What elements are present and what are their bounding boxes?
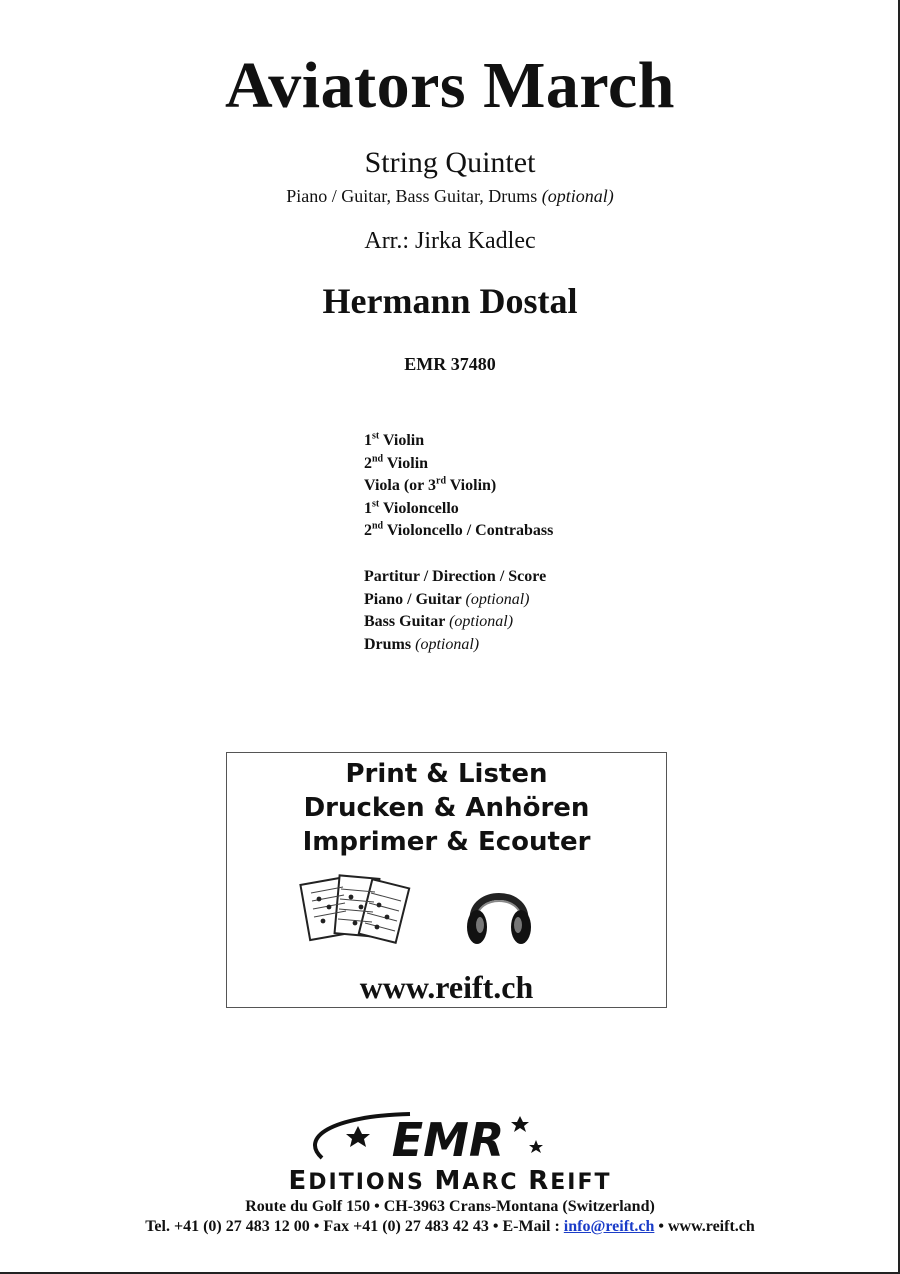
publisher-name: EDITIONS MARC REIFT [288,1166,612,1196]
parts-list-strings [364,430,553,543]
list-item: Partitur / Direction / Score [364,568,547,585]
page-title: Aviators March [225,49,675,122]
promo-url-link[interactable]: www.reift.ch [359,969,534,1005]
list-item: Piano / Guitar (optional) [364,590,530,608]
email-link[interactable]: info@reift.ch [563,1218,655,1235]
arranger: Arr.: Jirka Kadlec [364,228,536,254]
parts-list-extra [364,566,546,656]
publisher-contacts [0,1218,900,1236]
list-item: Viola (or 3rd Violin) [364,475,497,494]
list-item: 1st Violoncello [364,498,459,517]
promo-line-en: Print & Listen [345,759,548,789]
list-item: Bass Guitar (optional) [364,613,514,630]
sheet-music-icon [299,871,411,951]
promo-line-fr: Imprimer & Ecouter [302,827,591,857]
list-item: 2nd Violoncello / Contrabass [364,520,554,539]
headphones-icon [463,875,535,953]
publisher-address: Route du Golf 150 • CH-3963 Crans-Montana (Switzerland) [245,1198,655,1215]
composer: Hermann Dostal [322,281,578,321]
contacts-phone-fax: Tel. +41 (0) 27 483 12 00 • Fax +41 (0) 27 483 42 43 • E-Mail : [145,1218,564,1235]
subtitle: String Quintet [364,146,536,179]
instrumentation-main: Piano / Guitar, Bass Guitar, Drums [286,186,538,206]
instrumentation-line [0,186,900,207]
promo-line-de: Drucken & Anhören [303,793,590,823]
catalog-number: EMR 37480 [404,354,496,374]
svg-text:EMR: EMR [391,1113,505,1167]
list-item: Drums (optional) [364,635,480,653]
contacts-website: • www.reift.ch [654,1218,755,1235]
print-listen-box [226,752,667,1008]
list-item: 2nd Violin [364,453,429,472]
instrumentation-note: (optional) [541,186,614,206]
list-item: 1st Violin [364,430,425,449]
emr-logo [300,1110,600,1168]
